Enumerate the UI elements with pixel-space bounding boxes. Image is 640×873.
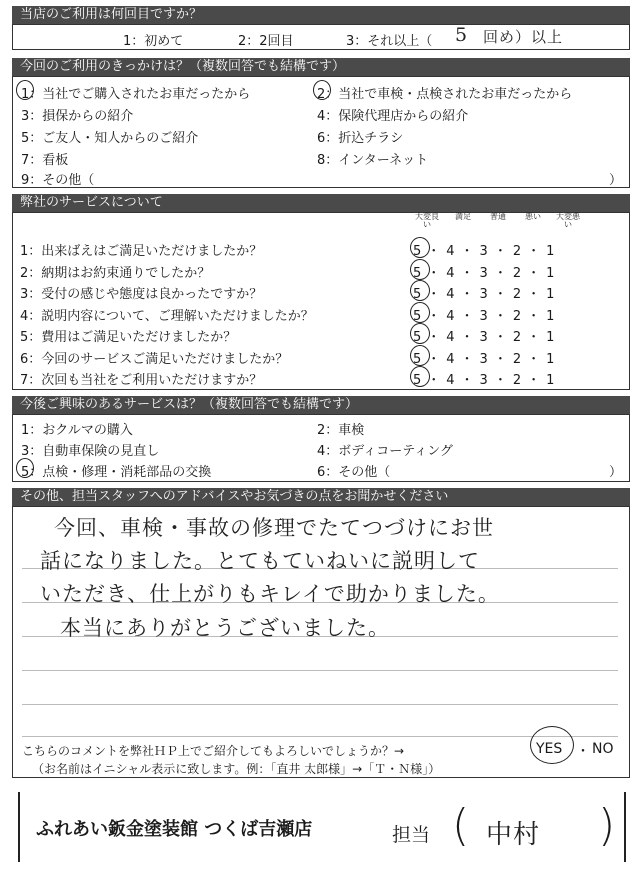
q3-rating-scale[interactable]: 5・4・3・2・1 — [413, 287, 561, 302]
q4-item-6[interactable]: 6：その他（ — [317, 465, 391, 480]
q2-box — [12, 76, 630, 188]
q4-item-1[interactable]: 1：おクルマの購入 — [21, 423, 133, 438]
q3-column-header: 大変悪い — [556, 212, 580, 229]
q3-rating-scale[interactable]: 5・4・3・2・1 — [413, 244, 561, 259]
q3-answer-circle — [410, 280, 430, 301]
q2-answer-circle-1 — [16, 80, 34, 100]
q2-other-close: ） — [609, 173, 623, 188]
q3-question-4: 4：説明内容について、ご理解いただけましたか？ — [20, 308, 314, 324]
consent-note: （お名前はイニシャル表示に致します。例：「直井 太郎様」→「Ｔ・Ｎ様」） — [32, 762, 441, 776]
q1-option-1[interactable]: 1：初めて — [123, 34, 184, 49]
q2-item-7[interactable]: 7：看板 — [21, 153, 69, 168]
q1-option-2[interactable]: 2：2回目 — [238, 34, 294, 49]
q1-header: 当店のご利用は何回目ですか？ — [12, 6, 630, 24]
comment-line-2: 話になりました。とてもていねいに説明して — [40, 549, 480, 573]
q3-rating-scale[interactable]: 5・4・3・2・1 — [413, 351, 561, 367]
q2-item-6[interactable]: 6：折込チラシ — [317, 131, 404, 146]
consent-question: こちらのコメントを弊社ＨＰ上でご紹介してもよろしいでしょうか？→ — [22, 744, 405, 758]
q3-question-1: 1：出来ばえはご満足いただけましたか？ — [20, 244, 263, 259]
q3-question-5: 5：費用はご満足いただけましたか？ — [20, 330, 237, 345]
q3-answer-circle — [410, 345, 430, 366]
q3-column-header: 大変良い — [415, 212, 439, 229]
q1-handwritten-suffix: 回め）以上 — [483, 28, 564, 46]
staff-close-paren: ) — [598, 800, 616, 851]
comment-line-3: いただき、仕上がりもキレイで助かりました。 — [40, 582, 500, 606]
q3-rating-scale[interactable]: 5・4・3・2・1 — [413, 265, 561, 281]
consent-no[interactable]: NO — [592, 741, 614, 757]
q5-header: その他、担当スタッフへのアドバイスやお気づきの点をお聞かせください — [12, 488, 630, 506]
q2-answer-circle-2 — [313, 80, 331, 100]
consent-yes-circle — [530, 726, 574, 764]
q3-question-3: 3：受付の感じや態度は良かったですか？ — [20, 287, 263, 302]
q4-item-5[interactable]: 5：点検・修理・消耗部品の交換 — [21, 465, 212, 480]
consent-separator: ・ — [576, 744, 590, 760]
shop-name: ふれあい鈑金塗装館 つくば吉瀬店 — [36, 819, 313, 840]
consent-yes[interactable]: YES — [536, 741, 563, 757]
staff-label: 担当 — [392, 824, 431, 846]
q2-item-1[interactable]: 1：当社でご購入されたお車だったから — [21, 87, 251, 102]
q4-item-2[interactable]: 2：車検 — [317, 423, 365, 438]
q2-item-2[interactable]: 2：当社で車検・点検されたお車だったから — [317, 87, 573, 102]
q2-item-9[interactable]: 9：その他（ — [21, 173, 95, 188]
q4-header: 今後ご興味のあるサービスは？（複数回答でも結構です） — [12, 396, 630, 414]
q3-answer-circle — [410, 302, 430, 323]
q3-answer-circle — [410, 237, 430, 258]
q2-item-5[interactable]: 5：ご友人・知人からのご紹介 — [21, 131, 199, 146]
comment-line-4: 本当にありがとうございました。 — [60, 616, 390, 640]
q3-header: 弊社のサービスについて — [12, 194, 630, 212]
q2-item-8[interactable]: 8：インターネット — [317, 153, 429, 168]
q2-item-4[interactable]: 4：保険代理店からの紹介 — [317, 109, 469, 124]
q4-item-4[interactable]: 4：ボディコーティング — [317, 444, 453, 459]
comment-rule — [22, 670, 618, 671]
q4-answer-circle-5 — [16, 458, 34, 478]
q3-rating-scale[interactable]: 5・4・3・2・1 — [413, 373, 561, 388]
q1-box — [12, 24, 630, 50]
comment-rule — [22, 704, 618, 705]
q4-box — [12, 414, 630, 482]
comment-line-1: 今回、車検・事故の修理でたてつづけにお世 — [54, 516, 494, 540]
q3-rating-scale[interactable]: 5・4・3・2・1 — [413, 330, 561, 345]
q3-column-header: 普通 — [490, 212, 506, 221]
q3-answer-circle — [410, 323, 430, 344]
q3-question-2: 2：納期はお約束通りでしたか？ — [20, 265, 211, 281]
q3-rating-scale[interactable]: 5・4・3・2・1 — [413, 308, 561, 324]
q3-answer-circle — [410, 366, 430, 387]
q4-other-close: ） — [609, 465, 623, 480]
q3-question-6: 6：今回のサービスご満足いただけましたか？ — [20, 351, 289, 367]
staff-open-paren: ( — [452, 800, 470, 851]
comment-rule — [22, 736, 618, 737]
q1-option-3[interactable]: 3：それ以上（ — [346, 34, 433, 49]
q3-question-7: 7：次回も当社をご利用いただけますか？ — [20, 373, 263, 388]
q3-column-header: 悪い — [525, 212, 541, 221]
staff-name: 中村 — [486, 820, 541, 850]
q3-column-header: 満足 — [455, 212, 471, 221]
q2-header: 今回のご利用のきっかけは？（複数回答でも結構です） — [12, 58, 630, 76]
q1-handwritten-count: 5 — [455, 24, 469, 46]
q3-answer-circle — [410, 259, 430, 280]
q4-item-3[interactable]: 3：自動車保険の見直し — [21, 444, 160, 459]
q2-item-3[interactable]: 3：損保からの紹介 — [21, 109, 134, 124]
